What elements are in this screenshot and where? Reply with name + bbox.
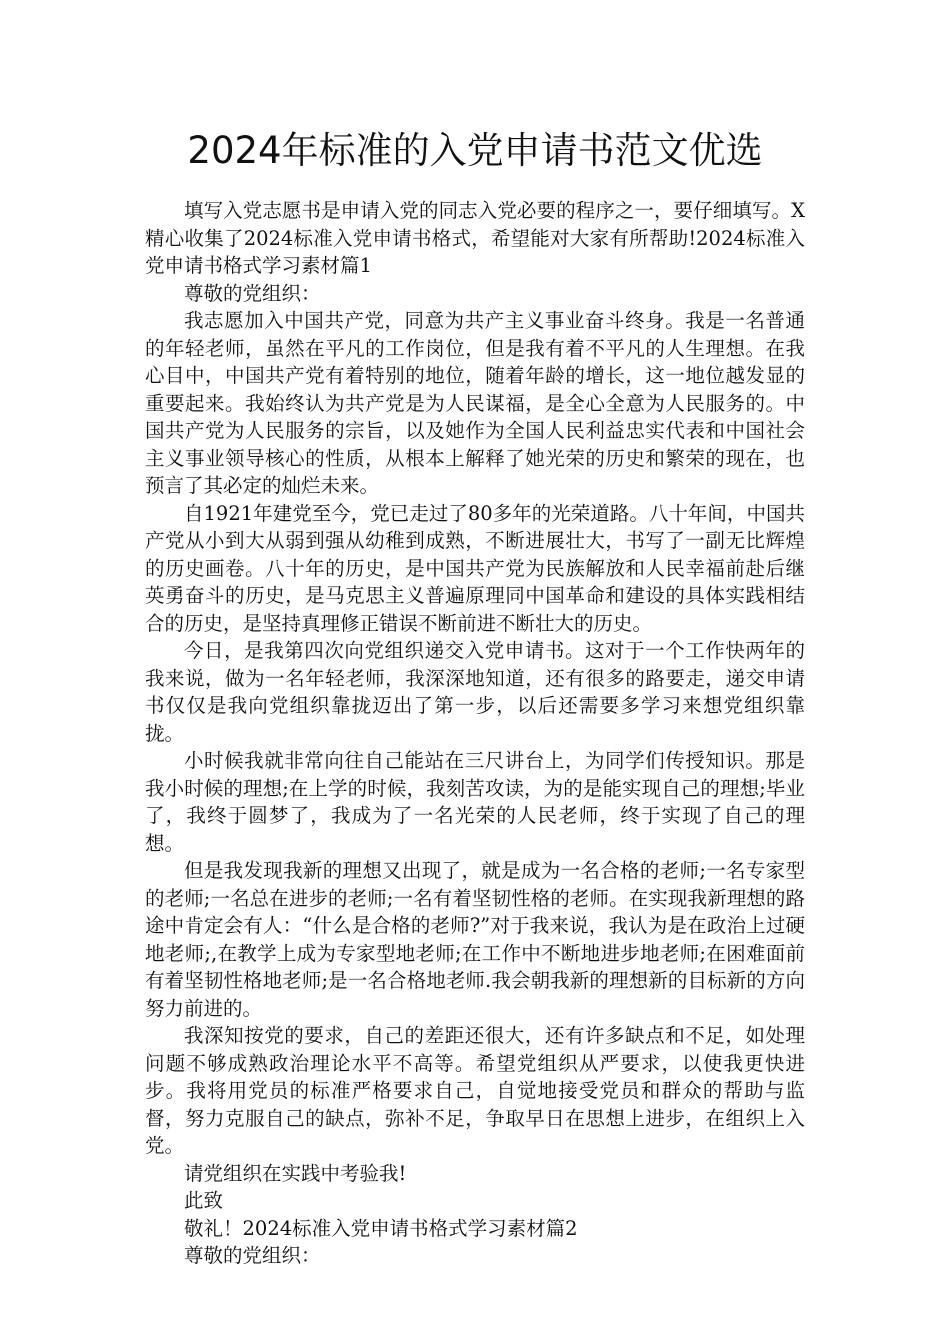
paragraph-body: 今日，是我第四次向党组织递交入党申请书。这对于一个工作快两年的我来说，做为一名年轻老师，我深深地知道，还有很多的路要走，递交申请书仅仅是我向党组织靠拢迈出了第一步，以后还需要多学习来想党组织靠拢。	[145, 639, 805, 745]
paragraph-body: 我深知按党的要求，自己的差距还很大，还有许多缺点和不足，如处理问题不够成熟政治理论水平不高等。希望党组织从严要求，以使我更快进步。我将用党员的标准严格要求自己，自觉地接受党员和群众的帮助与监督，努力克服自己的缺点，弥补不足，争取早日在思想上进步，在组织上入党。	[145, 1024, 805, 1157]
paragraph-closing: 敬礼！2024标准入党申请书格式学习素材篇2	[184, 1216, 578, 1240]
paragraph-body: 但是我发现我新的理想又出现了，就是成为一名合格的老师;一名专家型的老师;一名总在进步的老师;一名有着坚韧性格的老师。在实现我新理想的路途中肯定会有人：“什么是合格的老师?”对于我来说，我认为是在政治上过硬地老师;,在教学上成为专家型地老师;在工作中不断地进步地老师;在困难面前有着坚韧性格地老师;是一名合格地老师.我会朝我新的理想新的目标新的方向努力前进的。	[145, 859, 805, 1020]
paragraph-closing: 此致	[184, 1189, 224, 1212]
paragraph-salutation: 尊敬的党组织：	[184, 1244, 321, 1267]
document-body	[145, 197, 805, 1270]
paragraph-salutation: 尊敬的党组织：	[184, 281, 321, 305]
paragraph-intro: 填写入党志愿书是申请入党的同志入党必要的程序之一，要仔细填写。X精心收集了2024标准入党申请书格式，希望能对大家有所帮助!2024标准入党申请书格式学习素材篇1	[145, 199, 805, 277]
paragraph-closing: 请党组织在实践中考验我!	[184, 1161, 407, 1185]
document-title: 2024年标准的入党申请书范文优选	[187, 129, 763, 172]
paragraph-body: 自1921年建党至今，党已走过了80多年的光荣道路。八十年间，中国共产党从小到大从弱到强从幼稚到成熟，不断进展壮大，书写了一副无比辉煌的历史画卷。八十年的历史，是中国共产党为民族解放和人民幸福前赴后继英勇奋斗的历史，是马克思主义普遍原理同中国革命和建设的具体实践相结合的历史，是坚持真理修正错误不断前进不断壮大的历史。	[145, 501, 805, 635]
paragraph-body: 小时候我就非常向往自己能站在三尺讲台上，为同学们传授知识。那是我小时候的理想;在上学的时候，我刻苦攻读，为的是能实现自己的理想;毕业了，我终于圆梦了，我成为了一名光荣的人民老师，终于实现了自己的理想。	[145, 749, 805, 855]
paragraph-body: 我志愿加入中国共产党，同意为共产主义事业奋斗终身。我是一名普通的年轻老师，虽然在平凡的工作岗位，但是我有着不平凡的人生理想。在我心目中，中国共产党有着特别的地位，随着年龄的增长，这一地位越发显的重要起来。我始终认为共产党是为人民谋福，是全心全意为人民服务的。中国共产党为人民服务的宗旨，以及她作为全国人民利益忠实代表和中国社会主义事业领导核心的性质，从根本上解释了她光荣的历史和繁荣的现在，也预言了其必定的灿烂未来。	[145, 309, 805, 497]
